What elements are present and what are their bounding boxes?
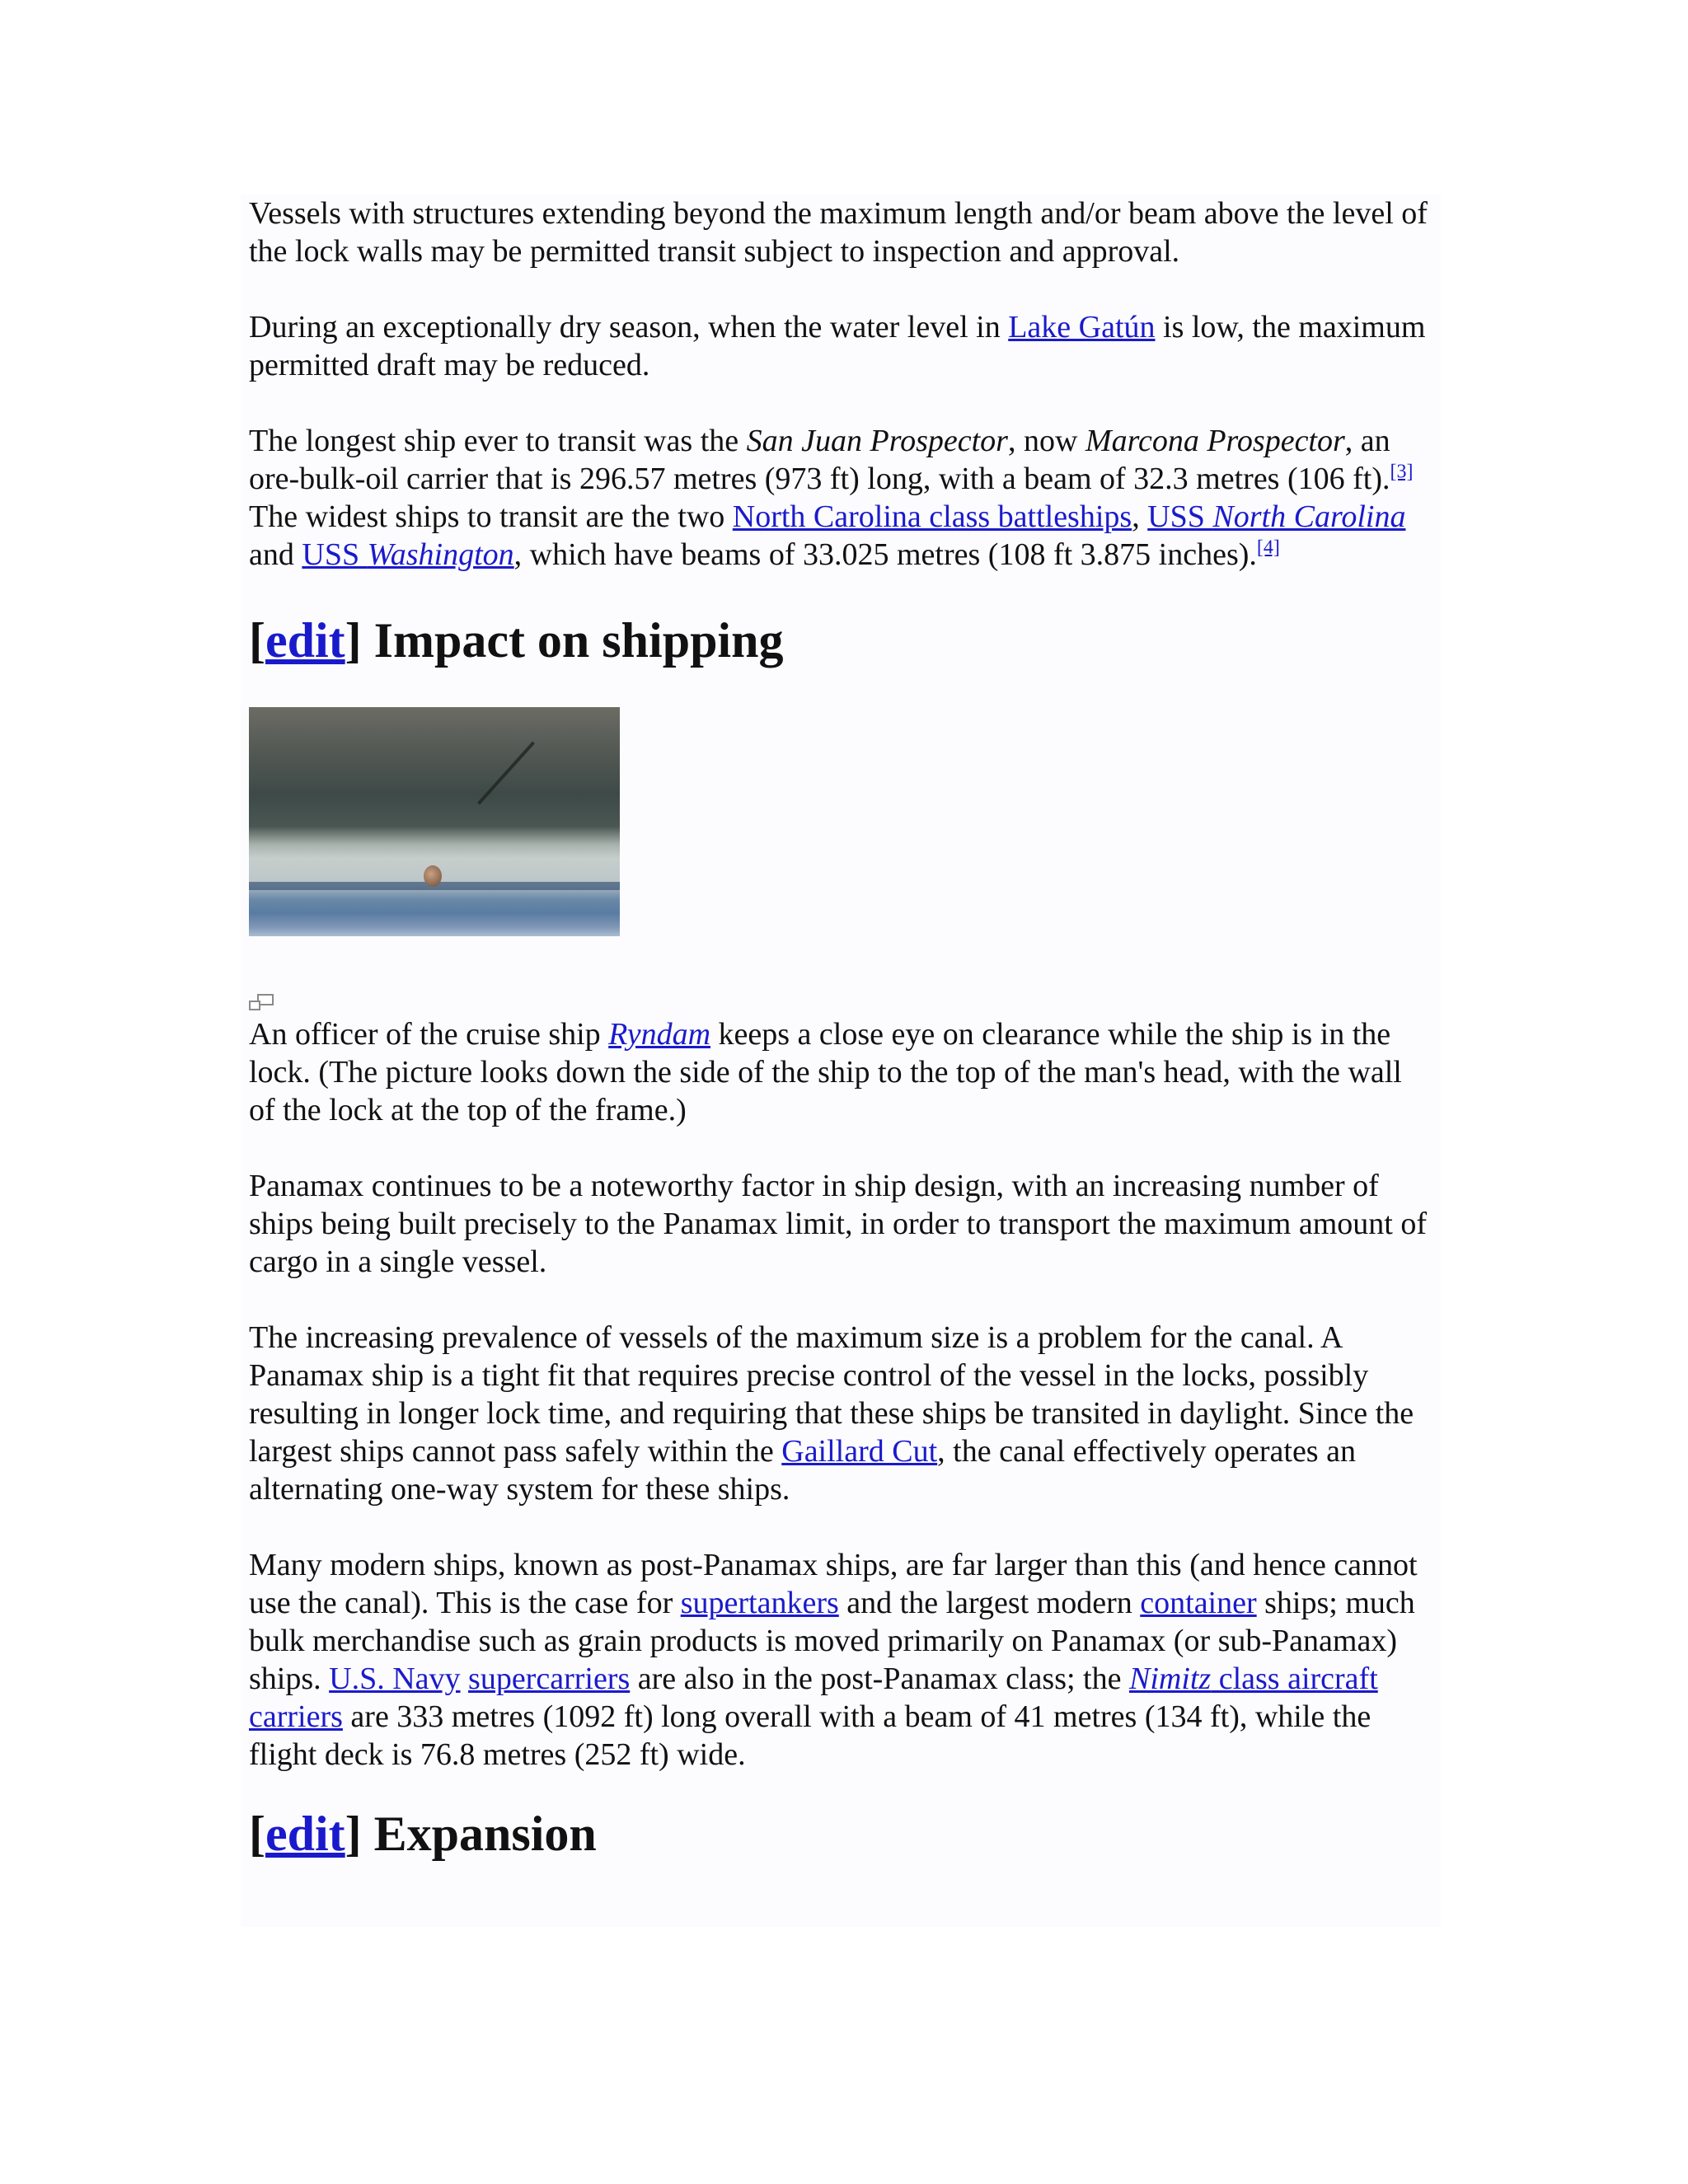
paragraph-text: is low, the maximum permitted draft may be reduced. <box>249 310 1426 382</box>
paragraph-text: Vessels with structures extending beyond the maximum length and/or beam above the level of the lock walls may be permitted transit subject to inspection and approval. <box>249 196 1428 269</box>
paragraph-text: The longest ship ever to transit was the <box>249 424 747 458</box>
paragraph-panamax <box>249 1167 1432 1281</box>
caption-text: keeps a close eye on clearance while the ship is in the lock. (The picture looks down the side of the ship to the top of the man's head, with the wall of the lock at the top of the frame.) <box>249 1017 1402 1127</box>
paragraph-text: and the largest modern <box>838 1586 1141 1620</box>
paragraph-text: ships; much bulk merchandise such as grain products is moved primarily on Panamax (or sub-Panamax) ships. <box>249 1586 1415 1696</box>
paragraph-oversize <box>249 194 1432 270</box>
reference-link-4[interactable]: [4] <box>1256 537 1280 559</box>
link-text: USS <box>1147 499 1213 534</box>
edit-link-expansion[interactable]: edit <box>265 1807 345 1861</box>
link-container[interactable]: container <box>1140 1586 1257 1620</box>
link-gaillard-cut[interactable]: Gaillard Cut <box>781 1434 938 1469</box>
paragraph-text: , <box>1132 499 1148 534</box>
link-uss-north-carolina[interactable] <box>1147 499 1405 534</box>
reference-link-3[interactable]: [3] <box>1390 461 1414 483</box>
link-text: class aircraft carriers <box>249 1661 1378 1734</box>
paragraph-text: , which have beams of 33.025 metres (108 ft 3.875 inches). <box>513 537 1257 572</box>
section-title: Expansion <box>361 1807 597 1861</box>
enlarge-icon-frame <box>249 1001 260 1010</box>
paragraph-text: , an ore-bulk-oil carrier that is 296.57 metres (973 ft) long, with a beam of 32.3 metres (106 ft). <box>249 424 1390 496</box>
paragraph-text: , the canal effectively operates an alternating one-way system for these ships. <box>249 1434 1356 1507</box>
section-title: Impact on shipping <box>361 613 784 668</box>
paragraph-dry-season <box>249 308 1432 384</box>
section-heading-impact <box>249 612 1432 669</box>
ship-name-marcona: Marcona Prospector <box>1085 424 1345 458</box>
paragraph-text: The widest ships to transit are the two <box>249 499 733 534</box>
paragraph-post-panamax <box>249 1546 1432 1774</box>
caption-text: An officer of the cruise ship <box>249 1017 609 1052</box>
link-text: North Carolina <box>1212 499 1406 534</box>
link-north-carolina-class[interactable]: North Carolina class battleships <box>732 499 1132 534</box>
paragraph-prevalence <box>249 1319 1432 1508</box>
link-us-navy[interactable]: U.S. Navy <box>329 1661 461 1696</box>
photo-detail <box>424 865 442 887</box>
figure-caption <box>249 1015 1432 1129</box>
figure-thumbnail <box>249 707 620 1012</box>
paragraph-text: and <box>249 537 302 572</box>
article-content <box>241 194 1441 1927</box>
edit-link-impact[interactable]: edit <box>265 613 345 668</box>
paragraph-text: During an exceptionally dry season, when the water level in <box>249 310 1009 344</box>
link-ryndam[interactable] <box>608 1017 710 1052</box>
link-supertankers[interactable]: supertankers <box>680 1586 839 1620</box>
paragraph-text: , now <box>1007 424 1085 458</box>
paragraph-text <box>461 1661 469 1696</box>
link-text: USS <box>302 537 368 572</box>
bracket: [ <box>249 1807 265 1861</box>
magnify-clip-icon[interactable] <box>249 994 274 1012</box>
photo-detail <box>477 742 535 805</box>
link-text: Ryndam <box>608 1017 711 1052</box>
link-lake-gatun[interactable]: Lake Gatún <box>1008 310 1156 344</box>
paragraph-text: Panamax continues to be a noteworthy factor in ship design, with an increasing number of ships being built precisely to the Panamax limit, in order to transport the maximum amount of cargo in a single vessel. <box>249 1169 1427 1279</box>
bracket: [ <box>249 613 265 668</box>
paragraph-text: are also in the post-Panamax class; the <box>630 1661 1129 1696</box>
section-heading-expansion <box>249 1805 1432 1863</box>
bracket: ] <box>345 1807 362 1861</box>
paragraph-text: The increasing prevalence of vessels of the maximum size is a problem for the canal. A Panamax ship is a tight fit that requires precise control of the vessel in the locks, possibly resulting in longer lock time, and requiring that these ships be transited in daylight. Since the largest ships cannot pass safely within the <box>249 1320 1414 1469</box>
link-text: Washington <box>367 537 514 572</box>
bracket: ] <box>345 613 362 668</box>
paragraph-text: Many modern ships, known as post-Panamax ships, are far larger than this (and hence cannot use the canal). This is the case for <box>249 1548 1418 1620</box>
ryndam-lock-photo[interactable] <box>249 707 620 936</box>
link-text: Nimitz <box>1128 1661 1212 1696</box>
paragraph-longest-ship <box>249 422 1432 574</box>
paragraph-text: are 333 metres (1092 ft) long overall with a beam of 41 metres (134 ft), while the flight deck is 76.8 metres (252 ft) wide. <box>249 1699 1372 1772</box>
ship-name-san-juan: San Juan Prospector <box>746 424 1008 458</box>
link-supercarriers[interactable]: supercarriers <box>468 1661 631 1696</box>
link-uss-washington[interactable] <box>302 537 513 572</box>
